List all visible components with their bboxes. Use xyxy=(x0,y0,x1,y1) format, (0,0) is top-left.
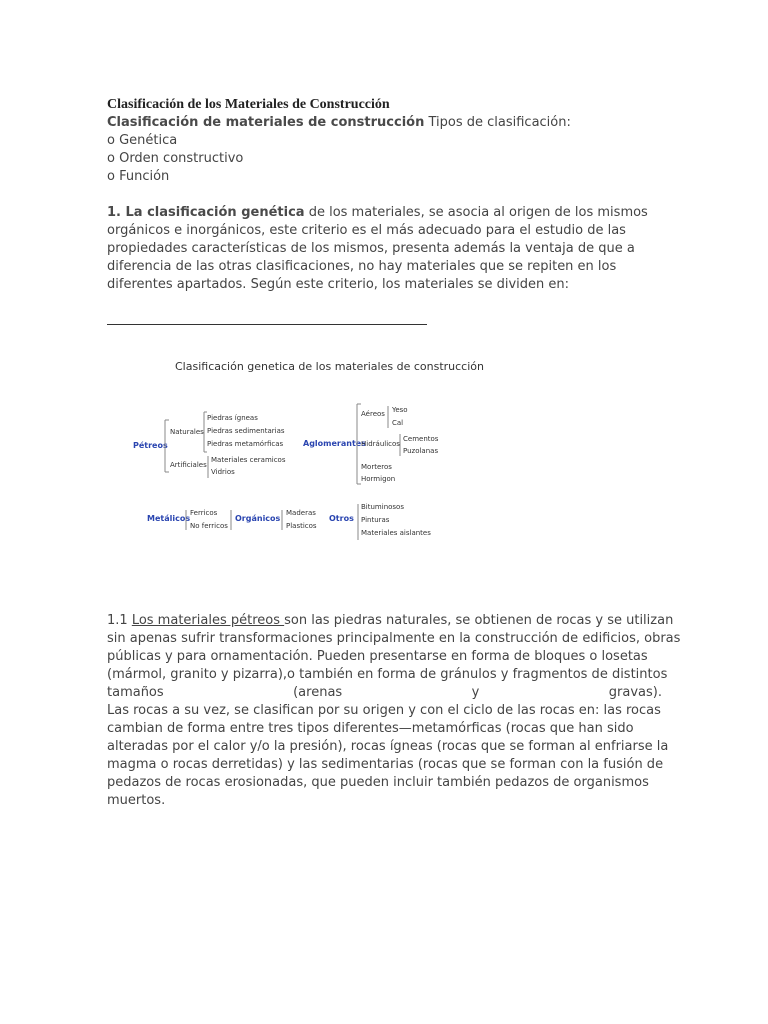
paragraph-bold-lead: 1. La clasificación genética xyxy=(107,205,305,220)
leaf-no-ferricos: No ferricos xyxy=(190,522,228,530)
link-materiales-petreos[interactable]: Los materiales pétreos xyxy=(131,613,285,628)
paragraph-line xyxy=(107,204,662,222)
section-line: muertos. xyxy=(107,793,166,808)
leaf-pinturas: Pinturas xyxy=(361,516,390,524)
section-line: públicas y para ornamentación. Pueden presentarse en forma de bloques o losetas xyxy=(107,649,648,664)
section-line: magma o rocas derretidas) y las sedimentarias (rocas que se forman con la fusión de xyxy=(107,757,664,772)
leaf-plasticos: Plasticos xyxy=(286,522,317,530)
leaf-puzolanas: Puzolanas xyxy=(403,447,439,455)
leaf-materiales-ceramicos: Materiales ceramicos xyxy=(211,456,286,464)
section-line: cambian de forma entre tres tipos diferentes—metamórficas (rocas que han sido xyxy=(107,721,634,736)
node-petreos: Pétreos xyxy=(133,441,168,450)
node-organicos: Orgánicos xyxy=(235,514,281,523)
node-morteros: Morteros xyxy=(361,463,392,471)
paragraph-line: orgánicos e inorgánicos, este criterio es el más adecuado para el estudio de las xyxy=(107,223,626,238)
section-line: Las rocas a su vez, se clasifican por su origen y con el ciclo de las rocas en: las rocas xyxy=(107,703,661,718)
leaf-piedras-igneas: Piedras ígneas xyxy=(207,414,258,422)
paragraph-genetica xyxy=(107,204,662,294)
subtitle-rest: Tipos de clasificación: xyxy=(424,115,571,130)
section-line: sin apenas sufrir transformaciones principalmente en la construcción de edificios, obras xyxy=(107,631,681,646)
leaf-vidrios: Vidrios xyxy=(211,468,235,476)
section-line-justified xyxy=(107,684,662,702)
subtitle-line xyxy=(107,114,662,132)
section-line: alteradas por el calor y/o la presión), rocas ígneas (rocas que se forman al enfriarse la xyxy=(107,739,669,754)
paragraph-line-rest: de los materiales, se asocia al origen de los mismos xyxy=(304,205,648,220)
spread-word: tamaños xyxy=(107,685,164,700)
node-hormigon: Hormigon xyxy=(361,475,396,483)
list-item: o Orden constructivo xyxy=(107,151,244,166)
leaf-materiales-aislantes: Materiales aislantes xyxy=(361,529,431,537)
node-aereos: Aéreos xyxy=(361,410,385,418)
section-petreos xyxy=(107,612,681,810)
horizontal-rule xyxy=(107,324,427,325)
node-naturales: Naturales xyxy=(170,428,204,436)
classification-diagram-svg xyxy=(107,352,662,552)
paragraph-line: diferentes apartados. Según este criterio, los materiales se dividen en: xyxy=(107,277,570,292)
leaf-maderas: Maderas xyxy=(286,509,316,517)
paragraph-line: diferencia de las otras clasificaciones, no hay materiales que se repiten en los xyxy=(107,259,617,274)
section-number: 1.1 xyxy=(107,613,132,628)
node-artificiales: Artificiales xyxy=(170,461,207,469)
spread-word: (arenas xyxy=(293,685,343,700)
node-metalicos: Metálicos xyxy=(147,514,191,523)
spread-word: gravas). xyxy=(608,685,662,700)
leaf-yeso: Yeso xyxy=(392,406,408,414)
subtitle-bold: Clasificación de materiales de construcción xyxy=(107,115,425,130)
classification-diagram xyxy=(107,352,662,552)
document-title: Clasificación de los Materiales de Construcción xyxy=(107,97,390,112)
list-item: o Función xyxy=(107,169,170,184)
diagram-title: Clasificación genetica de los materiales de construcción xyxy=(175,360,484,373)
list-item: o Genética xyxy=(107,133,178,148)
leaf-ferricos: Ferricos xyxy=(190,509,218,517)
section-line: (mármol, granito y pizarra),o también en forma de gránulos y fragmentos de distintos xyxy=(107,667,668,682)
leaf-piedras-sedimentarias: Piedras sedimentarias xyxy=(207,427,285,435)
node-hidraulicos: Hidráulicos xyxy=(361,440,400,448)
document-page xyxy=(107,96,681,808)
spread-word: y xyxy=(471,685,480,700)
node-aglomerantes: Aglomerantes xyxy=(303,439,366,448)
node-otros: Otros xyxy=(329,514,354,523)
leaf-cementos: Cementos xyxy=(403,435,439,443)
section-line: pedazos de rocas erosionadas, que pueden incluir también pedazos de organismos xyxy=(107,775,649,790)
section-line-rest: son las piedras naturales, se obtienen de rocas y se utilizan xyxy=(284,613,674,628)
paragraph-line: propiedades características de los mismos, presenta además la ventaja de que a xyxy=(107,241,635,256)
leaf-cal: Cal xyxy=(392,419,404,427)
section-line xyxy=(107,612,674,630)
leaf-piedras-metamorficas: Piedras metamórficas xyxy=(207,440,284,448)
leaf-bituminosos: Bituminosos xyxy=(361,503,404,511)
